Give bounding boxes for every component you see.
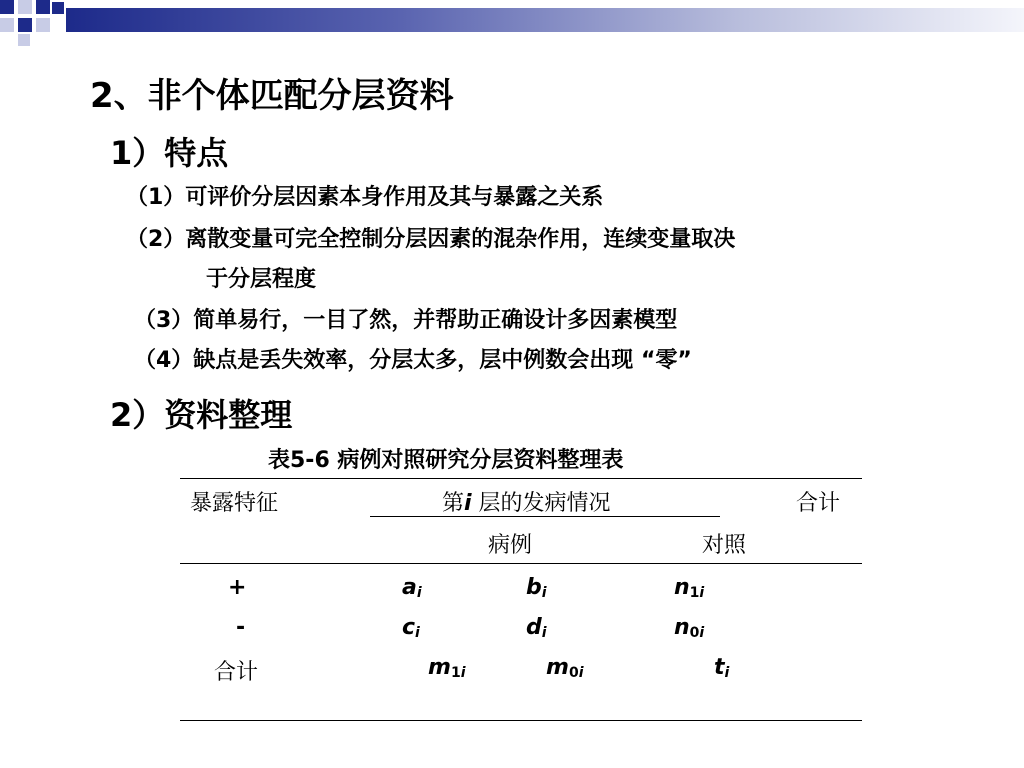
feature-point-2-continued: 于分层程度 (206, 267, 317, 292)
cell-total-control (546, 655, 584, 681)
decor-square (18, 18, 32, 32)
cell-unexposed-total (674, 615, 704, 641)
table-caption: 表5-6 病例对照研究分层资料整理表 (268, 448, 624, 473)
cell-subscript-index: i (460, 665, 466, 681)
cell-subscript: i (415, 625, 420, 641)
cell-subscript (451, 665, 466, 681)
cell-symbol: n (674, 615, 690, 640)
table-header-rule (180, 563, 862, 564)
cell-symbol: a (402, 575, 417, 600)
header-stratum-index: i (464, 491, 472, 516)
row-label-total: 合计 (214, 660, 259, 685)
feature-point-4: （4）缺点是丢失效率，分层太多，层中例数会出现 “零” (134, 348, 692, 373)
cell-symbol: n (674, 575, 690, 600)
table-top-rule (180, 478, 862, 479)
cell-unexposed-control (526, 615, 547, 641)
cell-unexposed-case (402, 615, 420, 641)
header-case: 病例 (488, 533, 533, 558)
section-title-features: 1）特点 (110, 134, 229, 172)
header-total: 合计 (796, 491, 841, 516)
table-bottom-rule (180, 720, 862, 721)
cell-grand-total (714, 655, 729, 681)
header-control: 对照 (702, 533, 747, 558)
cell-total-case (428, 655, 466, 681)
cell-subscript (690, 625, 705, 641)
decor-square (0, 18, 14, 32)
cell-subscript-digit: 0 (568, 665, 579, 681)
feature-point-2: （2）离散变量可完全控制分层因素的混杂作用，连续变量取决 (126, 227, 736, 252)
decor-square (18, 34, 30, 46)
row-label-unexposed: - (236, 615, 246, 640)
cell-exposed-case (402, 575, 422, 601)
header-stratum-incidence (442, 486, 611, 517)
cell-subscript: i (724, 665, 730, 681)
cell-subscript-index: i (699, 625, 705, 641)
cell-subscript-digit: 1 (689, 585, 700, 601)
cell-exposed-total (674, 575, 704, 601)
row-label-exposed: + (228, 575, 247, 600)
cell-subscript-digit: 1 (450, 665, 461, 681)
decor-square (52, 2, 64, 14)
header-stratum-prefix: 第 (442, 491, 465, 516)
decor-square (18, 0, 32, 14)
cell-exposed-control (526, 575, 547, 601)
feature-point-1: （1）可评价分层因素本身作用及其与暴露之关系 (126, 185, 604, 210)
slide-heading: 2、非个体匹配分层资料 (90, 76, 454, 116)
header-exposure: 暴露特征 (190, 491, 279, 516)
section-title-data-arrangement: 2）资料整理 (110, 396, 293, 434)
cell-symbol: c (402, 615, 416, 640)
cell-subscript (690, 585, 705, 601)
header-stratum-suffix: 层的发病情况 (471, 491, 611, 516)
cell-symbol: m (546, 655, 569, 680)
cell-subscript (569, 665, 584, 681)
decor-square (36, 18, 50, 32)
title-banner (0, 0, 1024, 48)
decor-gradient-bar (66, 8, 1024, 32)
cell-subscript: i (541, 625, 547, 641)
cell-symbol: d (526, 615, 542, 640)
decor-square (0, 0, 14, 14)
feature-point-3: （3）简单易行，一目了然，并帮助正确设计多因素模型 (134, 308, 678, 333)
cell-symbol: b (526, 575, 542, 600)
cell-subscript-digit: 0 (689, 625, 700, 641)
cell-subscript-index: i (699, 585, 705, 601)
cell-subscript: i (416, 585, 422, 601)
cell-subscript: i (541, 585, 547, 601)
cell-symbol: t (714, 655, 725, 680)
decor-square (36, 0, 50, 14)
cell-subscript-index: i (578, 665, 584, 681)
cell-symbol: m (428, 655, 451, 680)
